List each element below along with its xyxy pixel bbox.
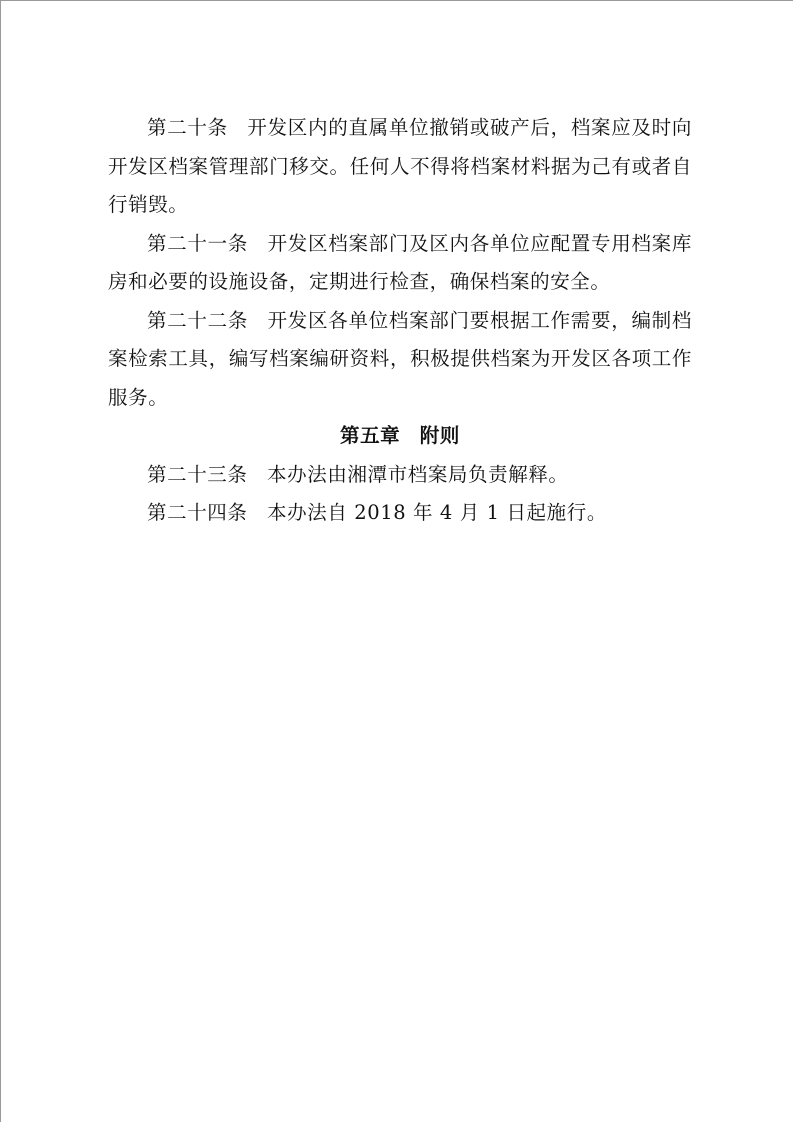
- article-24: [108, 494, 692, 533]
- article-21: [108, 225, 692, 302]
- article-23: [108, 456, 692, 495]
- article-text: 开发区内的直属单位撤销或破产后，档案应及时向开发区档案管理部门移交。任何人不得将档案材料据为己有或者自行销毁。: [108, 116, 693, 216]
- chapter-number: 第五章: [339, 424, 401, 447]
- article-20: [108, 109, 692, 225]
- article-number: 第二十条: [147, 116, 228, 139]
- chapter-heading: [108, 417, 692, 456]
- document-body: [108, 109, 692, 533]
- article-text: 本办法由湘潭市档案局负责解释。: [267, 462, 569, 486]
- article-number: 第二十一条: [147, 231, 249, 255]
- article-number: 第二十四条: [147, 501, 248, 524]
- article-text: 开发区档案部门及区内各单位应配置专用档案库房和必要的设施设备，定期进行检查，确保档案的安全。: [108, 231, 692, 293]
- article-number: 第二十三条: [147, 462, 248, 486]
- chapter-title: 附则: [419, 424, 460, 447]
- article-text: 开发区各单位档案部门要根据工作需要，编制档案检索工具，编写档案编研资料，积极提供档案为开发区各项工作服务。: [108, 308, 692, 409]
- article-text: 本办法自 2018 年 4 月 1 日起施行。: [267, 501, 607, 524]
- article-22: [108, 302, 692, 418]
- article-number: 第二十二条: [147, 308, 249, 332]
